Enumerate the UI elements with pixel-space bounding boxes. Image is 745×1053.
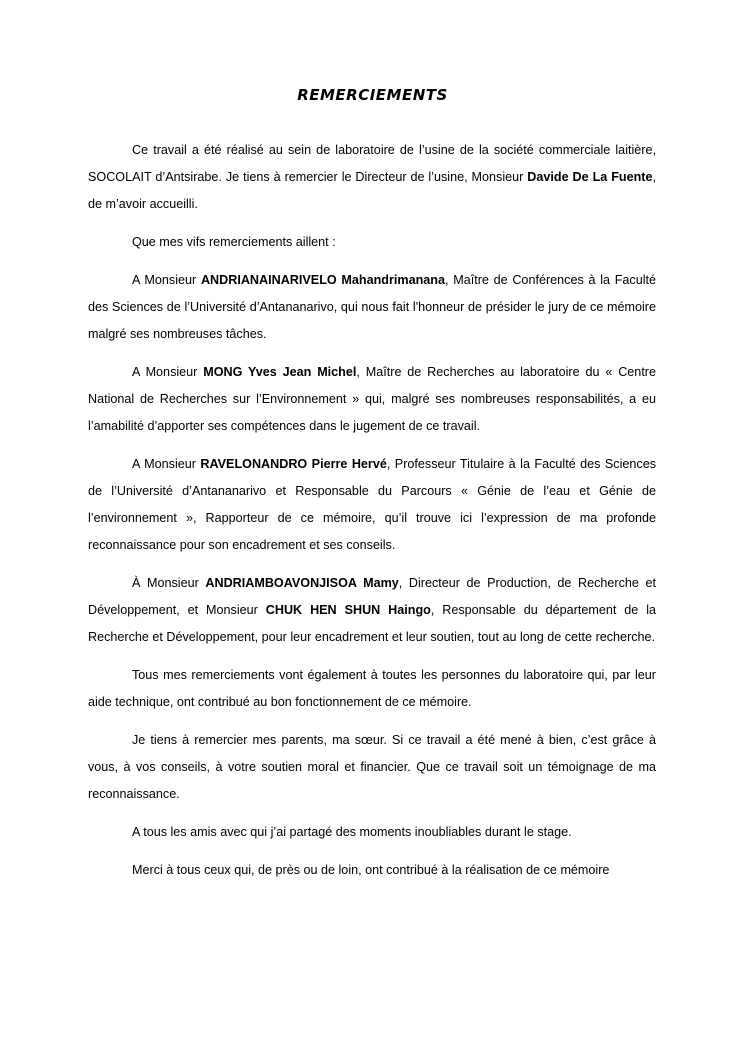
paragraph (88, 857, 656, 884)
paragraph (88, 137, 656, 218)
paragraph-text: A tous les amis avec qui j’ai partagé des moments inoubliables durant le stage. (132, 825, 572, 839)
paragraph-text: , Responsable du département de la Recherche et Développement, pour leur encadrement et leur soutien, tout au long de cette recherche. (88, 603, 656, 644)
person-name: CHUK HEN SHUN Haingo (265, 603, 431, 617)
paragraph (88, 662, 656, 716)
paragraph-text: , Maître de Conférences à la Faculté des Sciences de l’Université d’Antananarivo, qui nous fait l'honneur de présider le jury de ce mémoire malgré ses nombreuses tâches. (88, 273, 657, 341)
paragraph-text: , Maître de Recherches au laboratoire du « Centre National de Recherches sur l’Environnement » qui, malgré ses nombreuses responsabilités, a eu l’amabilité d’apporter ses compétences dans le jugement de ce travail. (88, 365, 657, 433)
paragraph-text: À Monsieur (132, 576, 206, 590)
person-name: ANDRIANAINARIVELO Mahandrimanana (200, 273, 445, 287)
paragraph-text: A Monsieur (132, 273, 201, 287)
acknowledgements-body (88, 137, 656, 895)
paragraph-text: Merci à tous ceux qui, de près ou de loin, ont contribué à la réalisation de ce mémoire (132, 863, 610, 877)
paragraph (88, 451, 656, 559)
paragraph-text: Ce travail a été réalisé au sein de laboratoire de l’usine de la société commerciale laitière, SOCOLAIT d’Antsirabe. Je tiens à remercier le Directeur de l’usine, Monsieur (88, 143, 656, 184)
paragraph-text: Que mes vifs remerciements aillent : (132, 235, 336, 249)
person-name: RAVELONANDRO Pierre Hervé (200, 457, 387, 471)
paragraph (88, 229, 656, 256)
paragraph-text: Tous mes remerciements vont également à toutes les personnes du laboratoire qui, par leur aide technique, ont contribué au bon fonctionnement de ce mémoire. (88, 668, 656, 709)
paragraph-text: A Monsieur (132, 457, 201, 471)
paragraph-text: , Directeur de Production, de Recherche et Développement, et Monsieur (88, 576, 657, 617)
paragraph (88, 570, 656, 651)
paragraph-text: , de m’avoir accueilli. (88, 170, 656, 211)
paragraph-text: A Monsieur (132, 365, 204, 379)
paragraph-text: , Professeur Titulaire à la Faculté des Sciences de l’Université d’Antananarivo et Responsable du Parcours « Génie de l’eau et Génie de l’environnement », Rapporteur de ce mémoire, qu’il trouve ici l’expression de ma profonde reconnaissance pour son encadrement et ses conseils. (88, 457, 657, 552)
person-name: MONG Yves Jean Michel (203, 365, 357, 379)
paragraph-text: Je tiens à remercier mes parents, ma sœur. Si ce travail a été mené à bien, c’est grâce à vous, à vos conseils, à votre soutien moral et financier. Que ce travail soit un témoignage de ma reconnaissance. (88, 733, 656, 801)
person-name: Davide De La Fuente (527, 170, 653, 184)
paragraph (88, 359, 656, 440)
paragraph (88, 727, 656, 808)
page-title: REMERCIEMENTS (297, 86, 448, 104)
paragraph (88, 267, 656, 348)
paragraph (88, 819, 656, 846)
person-name: ANDRIAMBOAVONJISOA Mamy (205, 576, 399, 590)
